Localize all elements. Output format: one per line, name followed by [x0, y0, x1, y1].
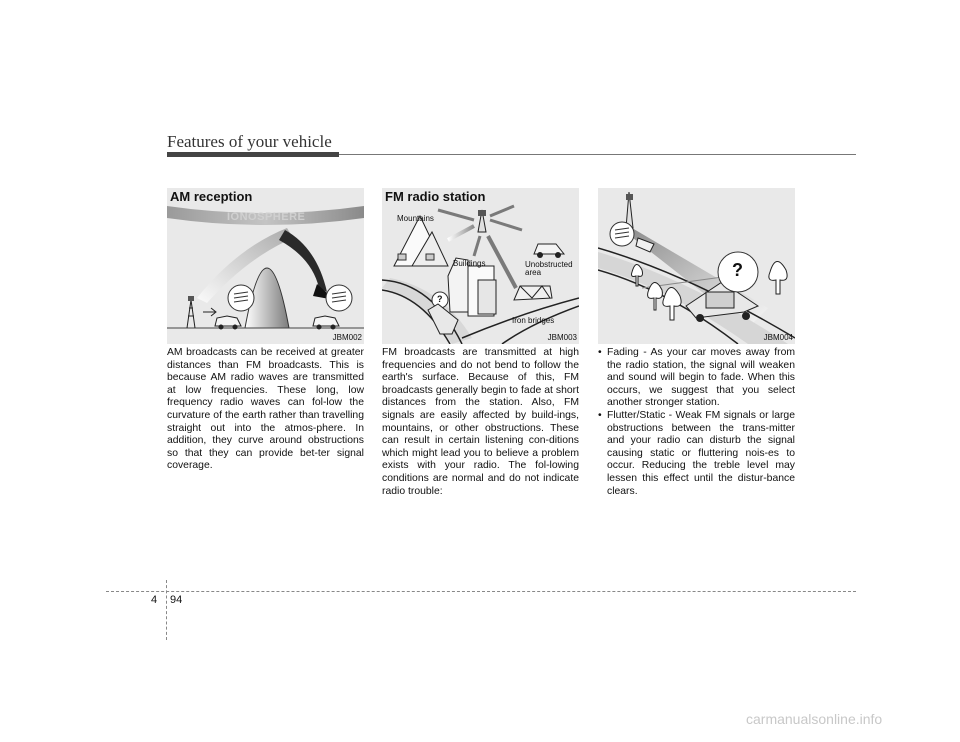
page-number: 94 — [170, 594, 183, 606]
fm-figure-code: JBM003 — [547, 333, 577, 342]
am-figure-title: AM reception — [170, 189, 253, 204]
car-icon-2 — [313, 316, 339, 326]
page-header-title: Features of your vehicle — [167, 132, 332, 151]
am-tower-icon — [187, 300, 195, 328]
header-accent-bar — [167, 152, 339, 157]
ionosphere-label: IONOSPHERE — [227, 211, 306, 223]
fading-figure-code: JBM004 — [763, 333, 793, 342]
am-figure-code: JBM002 — [332, 333, 362, 342]
fm-figure-title: FM radio station — [385, 189, 486, 204]
header-rule — [339, 154, 856, 155]
am-reflected-wave — [279, 230, 327, 292]
fading-figure — [598, 188, 795, 344]
fm-paragraph: FM broadcasts are transmitted at high frequencies and do not bend to follow the earth's surface. Because of this, FM broadcasts generally begin to fade at short distances from the station. Also, FM signals are easily affected by build-ings, mountains, or other obstructions. These can result in certain listening con-ditions which might lead you to believe a problem exists with your radio. The fol-lowing conditions are normal and do not indicate radio trouble: — [382, 347, 579, 497]
signal-bubble-icon-fading — [610, 222, 634, 246]
footer-divider — [166, 580, 167, 640]
footer-rule — [106, 591, 856, 592]
conditions-list — [598, 347, 795, 498]
tree-icon-2 — [769, 261, 787, 294]
car-icon — [215, 316, 241, 326]
buildings-label: Buildings — [453, 259, 486, 268]
list-item: • Flutter/Static - Weak FM signals or large obstructions between the trans-mitter and your radio can disturb the signal causing static or fluttering nois-es to occur. Reducing the treble level may lessen this effect until the distur-bance clears. — [598, 410, 795, 498]
iron-bridges-label: Iron bridges — [512, 316, 555, 325]
fm-station-figure — [382, 188, 579, 344]
page-chapter: 4 — [151, 594, 158, 606]
question-mark-small: ? — [437, 294, 443, 304]
signal-bubble-icon — [228, 285, 254, 311]
am-reception-figure — [167, 188, 364, 344]
fading-illustration — [598, 188, 795, 344]
watermark-text: carmanualsonline.info — [746, 711, 883, 727]
am-paragraph: AM broadcasts can be received at greater distances than FM broadcasts. This is because AM radio waves are transmitted at low frequencies. These long, low frequency radio waves can fol-low the curvature of the earth rather than travelling straight out into the atmos-phere. In addition, they curve around obstructions so that they can provide bet-ter signal coverage. — [167, 347, 364, 472]
signal-bubble-icon-2 — [326, 285, 352, 311]
mountains-label: Mountains — [397, 214, 434, 223]
question-mark-large: ? — [732, 260, 743, 280]
list-item: • Fading - As your car moves away from the radio station, the signal will weaken and sound will begin to fade. When this occurs, we suggest that you select another stronger station. — [598, 347, 795, 410]
unobstructed-area-label: Unobstructed area — [525, 260, 573, 277]
tree-icon-3 — [648, 282, 663, 310]
